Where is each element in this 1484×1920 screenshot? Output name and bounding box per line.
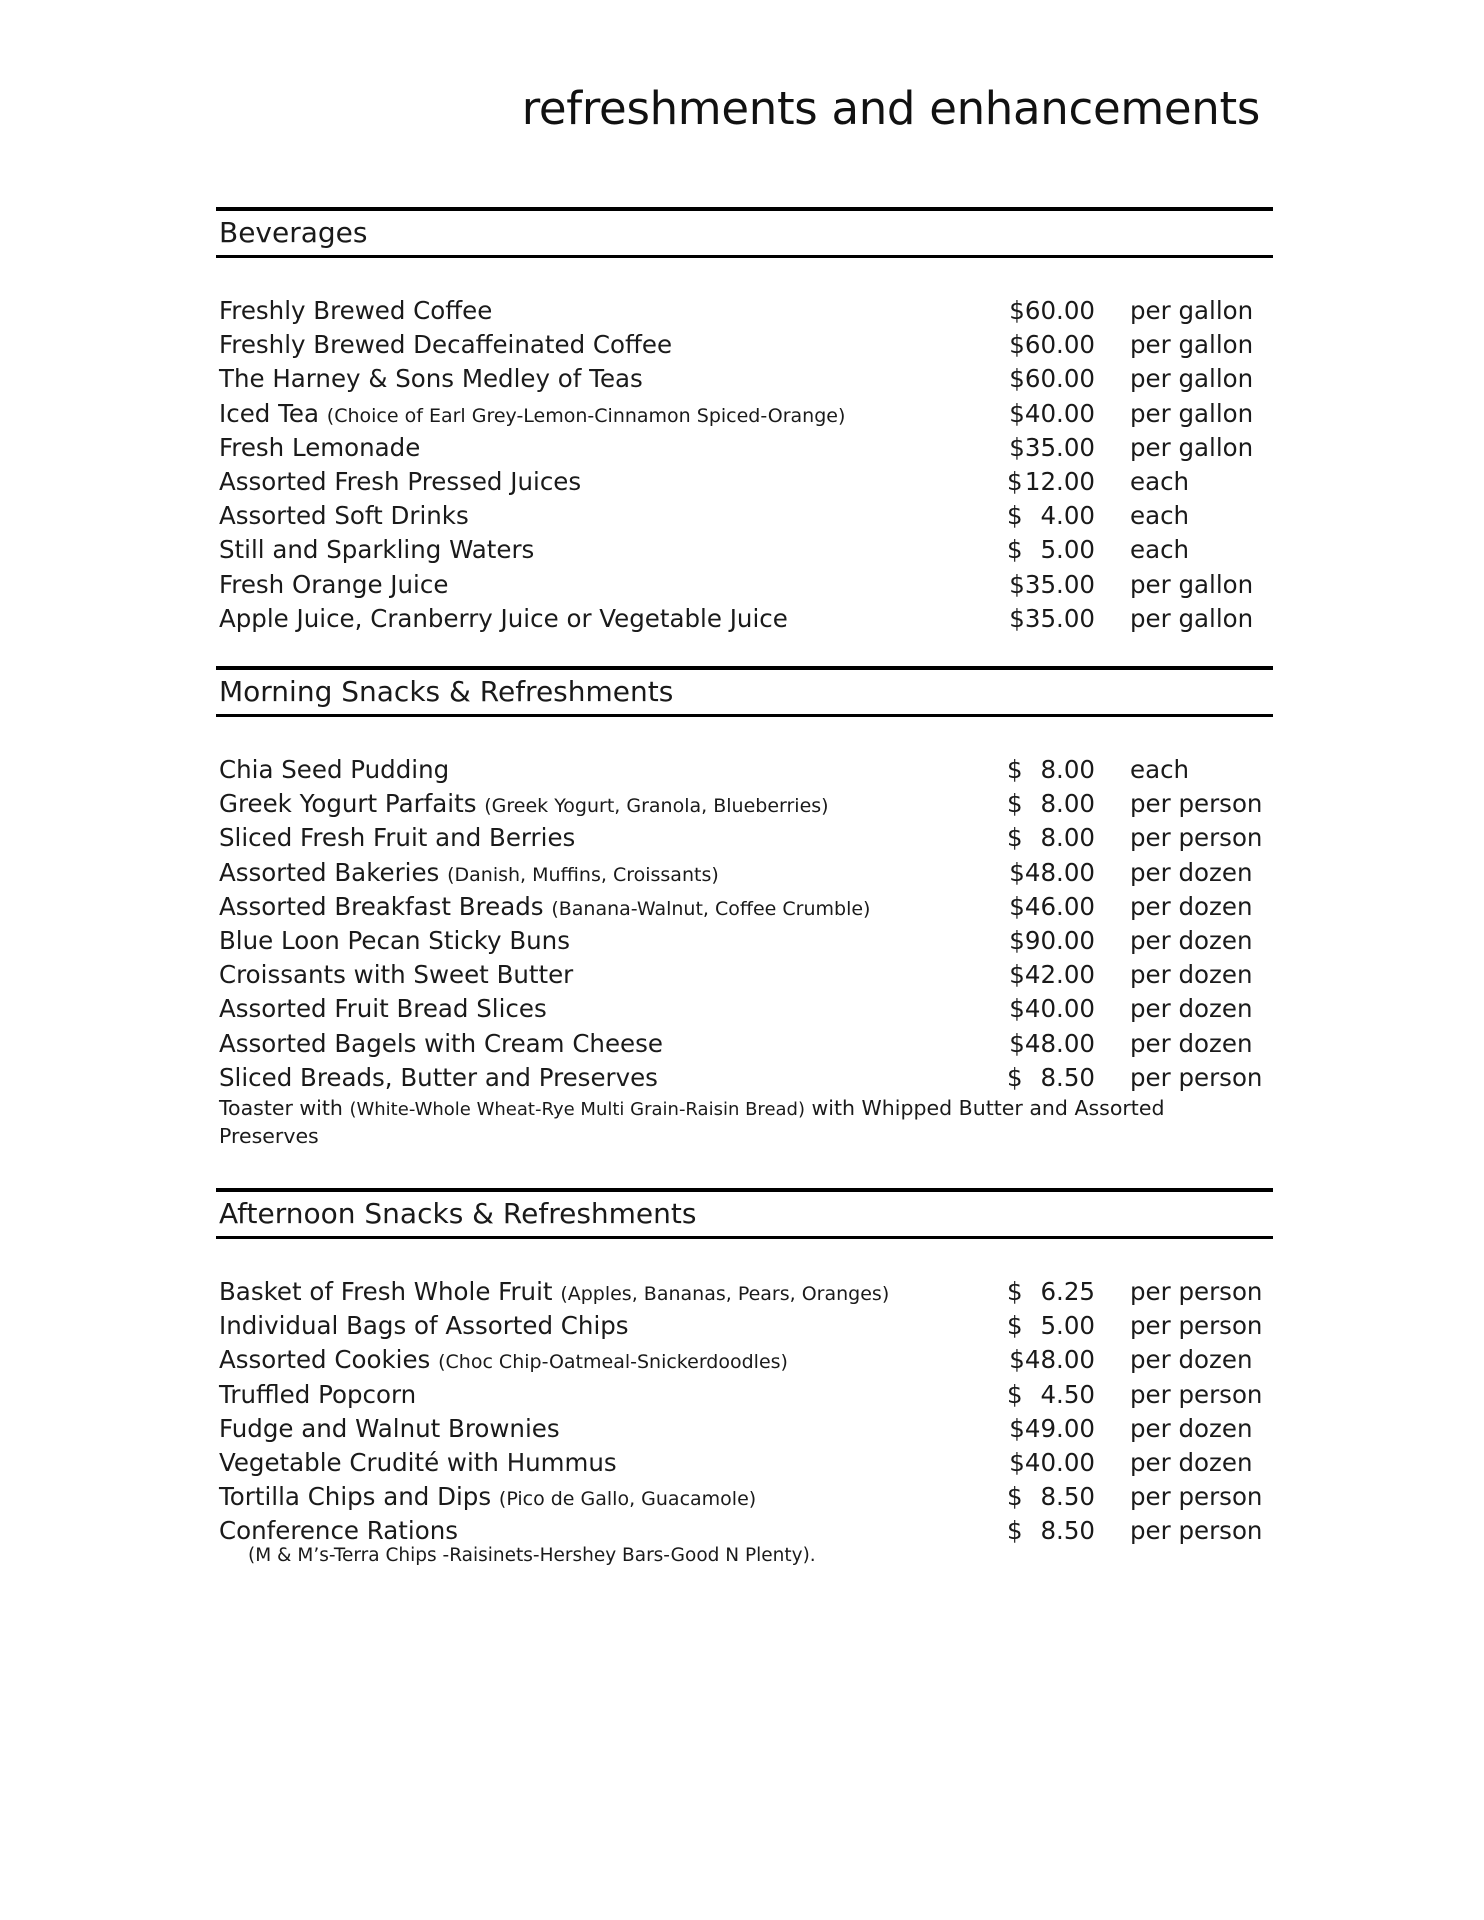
item-name [219,362,643,396]
item-currency: $ [1007,1062,1023,1092]
menu-item [216,753,1273,787]
item-unit: per gallon [1130,330,1254,360]
menu-item [216,1412,1273,1446]
item-unit: per person [1130,1062,1263,1092]
item-price: $60.00 [1009,364,1095,394]
item-currency: $ [1007,1311,1023,1341]
item-unit: per gallon [1130,432,1254,462]
item-unit: per person [1130,1311,1263,1341]
item-name [219,924,570,958]
item-name [219,602,788,636]
item-title: Iced Tea [219,398,319,428]
item-unit: per gallon [1130,603,1254,633]
item-name [219,821,575,855]
item-unit: each [1130,466,1190,496]
item-unit: per person [1130,1277,1263,1306]
extra-pre: Toaster with [219,1095,343,1120]
item-note: (Greek Yogurt, Granola, Blueberries) [484,795,829,818]
item-name [219,1027,663,1061]
item-name [219,753,449,787]
item-name [219,533,534,567]
item-title: The Harney & Sons Medley of Teas [219,364,643,394]
item-unit: per dozen [1130,994,1253,1024]
item-unit: per dozen [1130,1345,1253,1375]
item-title: Assorted Fruit Bread Slices [219,994,547,1024]
item-title: Basket of Fresh Whole Fruit [219,1277,553,1306]
item-name [219,397,845,433]
item-price: $40.00 [1009,398,1095,428]
menu-item [216,1275,1273,1309]
item-price: $46.00 [1009,891,1095,921]
item-price: 8.50 [1040,1062,1095,1092]
item-currency: $ [1007,1379,1023,1409]
item-unit: per dozen [1130,925,1253,955]
item-unit: per dozen [1130,1413,1253,1443]
item-price: 8.00 [1040,755,1095,784]
item-title: Assorted Fresh Pressed Juices [219,466,582,496]
item-note: (Pico de Gallo, Guacamole) [498,1488,757,1511]
menu-item [216,1446,1273,1480]
item-name [219,1480,756,1516]
item-unit: per person [1130,823,1263,853]
item-list [216,1275,1273,1549]
rations-note: (M & M’s-Terra Chips -Raisinets-Hershey Bars-Good N Plenty). [248,1544,816,1566]
item-unit: per dozen [1130,960,1253,990]
item-unit: per gallon [1130,398,1254,428]
menu-item [216,821,1273,855]
page-title: refreshments and enhancements [521,82,1260,135]
section-heading: Morning Snacks & Refreshments [216,666,1273,717]
item-currency: $ [1007,1277,1023,1306]
item-price: $42.00 [1009,960,1095,990]
item-currency: $ [1007,466,1023,496]
item-title: Croissants with Sweet Butter [219,960,574,990]
item-list [216,294,1273,636]
item-unit: per dozen [1130,1447,1253,1477]
item-name [219,1378,416,1412]
item-title: Assorted Soft Drinks [219,501,469,531]
item-name [219,1309,629,1343]
menu-item [216,1378,1273,1412]
menu-item [216,431,1273,465]
menu-item [216,787,1273,821]
item-name [219,856,719,892]
menu-item [216,1343,1273,1377]
item-name [219,1343,788,1379]
item-title: Tortilla Chips and Dips [219,1482,492,1512]
item-price: $40.00 [1009,994,1095,1024]
item-currency: $ [1007,501,1023,531]
section-afternoon [216,1188,1273,1567]
item-name [219,1514,458,1548]
item-currency: $ [1007,1482,1023,1512]
item-price: $35.00 [1009,603,1095,633]
menu-item [216,992,1273,1026]
item-price: $60.00 [1009,330,1095,360]
item-unit: per person [1130,789,1263,819]
item-unit: per gallon [1130,569,1254,599]
menu-item [216,499,1273,533]
item-price: $48.00 [1009,1028,1095,1058]
item-price: $48.00 [1009,857,1095,887]
item-name [219,1061,658,1095]
item-name [219,890,870,926]
item-currency: $ [1007,1516,1023,1546]
item-title: Still and Sparkling Waters [219,535,535,565]
item-name [219,465,581,499]
item-unit: per person [1130,1482,1263,1512]
item-title: Greek Yogurt Parfaits [219,789,477,819]
menu-item [216,1514,1273,1548]
item-price: $49.00 [1009,1413,1095,1443]
item-price: 12.00 [1024,466,1095,496]
menu-item [216,397,1273,431]
item-title: Apple Juice, Cranberry Juice or Vegetable Juice [219,603,788,633]
item-title: Assorted Bakeries [219,857,440,887]
item-title: Assorted Breakfast Breads [219,891,544,921]
menu-item [216,1480,1273,1514]
menu-item [216,602,1273,636]
item-title: Fresh Orange Juice [219,569,449,599]
menu-item [216,568,1273,602]
item-title: Sliced Breads, Butter and Preserves [219,1062,658,1092]
item-title: Individual Bags of Assorted Chips [219,1311,629,1341]
item-unit: per dozen [1130,1028,1253,1058]
extra-post: with Whipped Butter and Assorted Preserves [219,1095,1165,1148]
item-unit: each [1130,501,1190,531]
menu-item [216,924,1273,958]
item-price: $40.00 [1009,1447,1095,1477]
item-unit: per dozen [1130,857,1253,887]
item-title: Freshly Brewed Decaffeinated Coffee [219,330,673,360]
item-unit: per person [1130,1516,1263,1546]
item-name [219,431,420,465]
item-title: Blue Loon Pecan Sticky Buns [219,925,570,955]
item-note: (Banana-Walnut, Coffee Crumble) [551,897,871,920]
item-title: Fresh Lemonade [219,432,421,462]
item-name [219,958,573,992]
item-price: 5.00 [1040,535,1095,565]
menu-item [216,1309,1273,1343]
item-name [219,294,492,328]
item-name [219,328,672,362]
item-price: 8.00 [1040,823,1095,853]
item-title: Sliced Fresh Fruit and Berries [219,823,576,853]
extra-detail: (White-Whole Wheat-Rye Multi Grain-Raisin Bread) [349,1098,805,1120]
item-name [219,1446,617,1480]
section-heading: Afternoon Snacks & Refreshments [216,1188,1273,1239]
item-title: Fudge and Walnut Brownies [219,1413,560,1443]
item-unit: each [1130,535,1190,565]
item-note: (Apples, Bananas, Pears, Oranges) [560,1283,890,1305]
item-title: Assorted Bagels with Cream Cheese [219,1028,663,1058]
item-price: 4.50 [1040,1379,1095,1409]
item-price: $90.00 [1009,925,1095,955]
item-name [219,1275,889,1311]
item-price: 8.50 [1040,1482,1095,1512]
item-unit: per gallon [1130,296,1254,325]
item-price: $35.00 [1009,569,1095,599]
item-price: 6.25 [1040,1277,1095,1306]
item-title: Vegetable Crudité with Hummus [219,1447,617,1477]
section-heading: Beverages [216,207,1273,258]
item-unit: each [1130,755,1190,784]
menu-item [216,958,1273,992]
item-title: Chia Seed Pudding [219,755,450,784]
item-note: (Choice of Earl Grey-Lemon-Cinnamon Spiced-Orange) [326,404,846,427]
item-list [216,753,1273,1095]
item-note: (Choc Chip-Oatmeal-Snickerdoodles) [438,1351,788,1374]
item-name [219,499,469,533]
item-currency: $ [1007,789,1023,819]
item-unit: per dozen [1130,891,1253,921]
item-price: 4.00 [1040,501,1095,531]
item-title: Assorted Cookies [219,1345,431,1375]
item-price: 5.00 [1040,1311,1095,1341]
menu-item [216,1027,1273,1061]
menu-item [216,533,1273,567]
menu-item [216,1061,1273,1095]
item-note: (Danish, Muffins, Croissants) [447,863,719,886]
item-unit: per gallon [1130,364,1254,394]
menu-item [216,890,1273,924]
menu-item [216,294,1273,328]
section-beverages [216,207,1273,636]
item-title: Freshly Brewed Coffee [219,296,493,325]
item-title: Truffled Popcorn [219,1379,417,1409]
item-unit: per person [1130,1379,1263,1409]
item-currency: $ [1007,535,1023,565]
section-morning [216,666,1273,1150]
item-price: 8.00 [1040,789,1095,819]
item-name [219,1412,560,1446]
item-currency: $ [1007,755,1023,784]
item-title: Conference Rations [219,1516,458,1546]
toaster-note [216,1095,1259,1150]
menu-item [216,465,1273,499]
item-name [219,568,448,602]
menu-item [216,328,1273,362]
item-name [219,787,829,823]
item-price: 8.50 [1040,1516,1095,1546]
item-price: $60.00 [1009,296,1095,325]
item-name [219,992,547,1026]
item-price: $35.00 [1009,432,1095,462]
menu-item [216,362,1273,396]
item-currency: $ [1007,823,1023,853]
item-price: $48.00 [1009,1345,1095,1375]
menu-item [216,856,1273,890]
